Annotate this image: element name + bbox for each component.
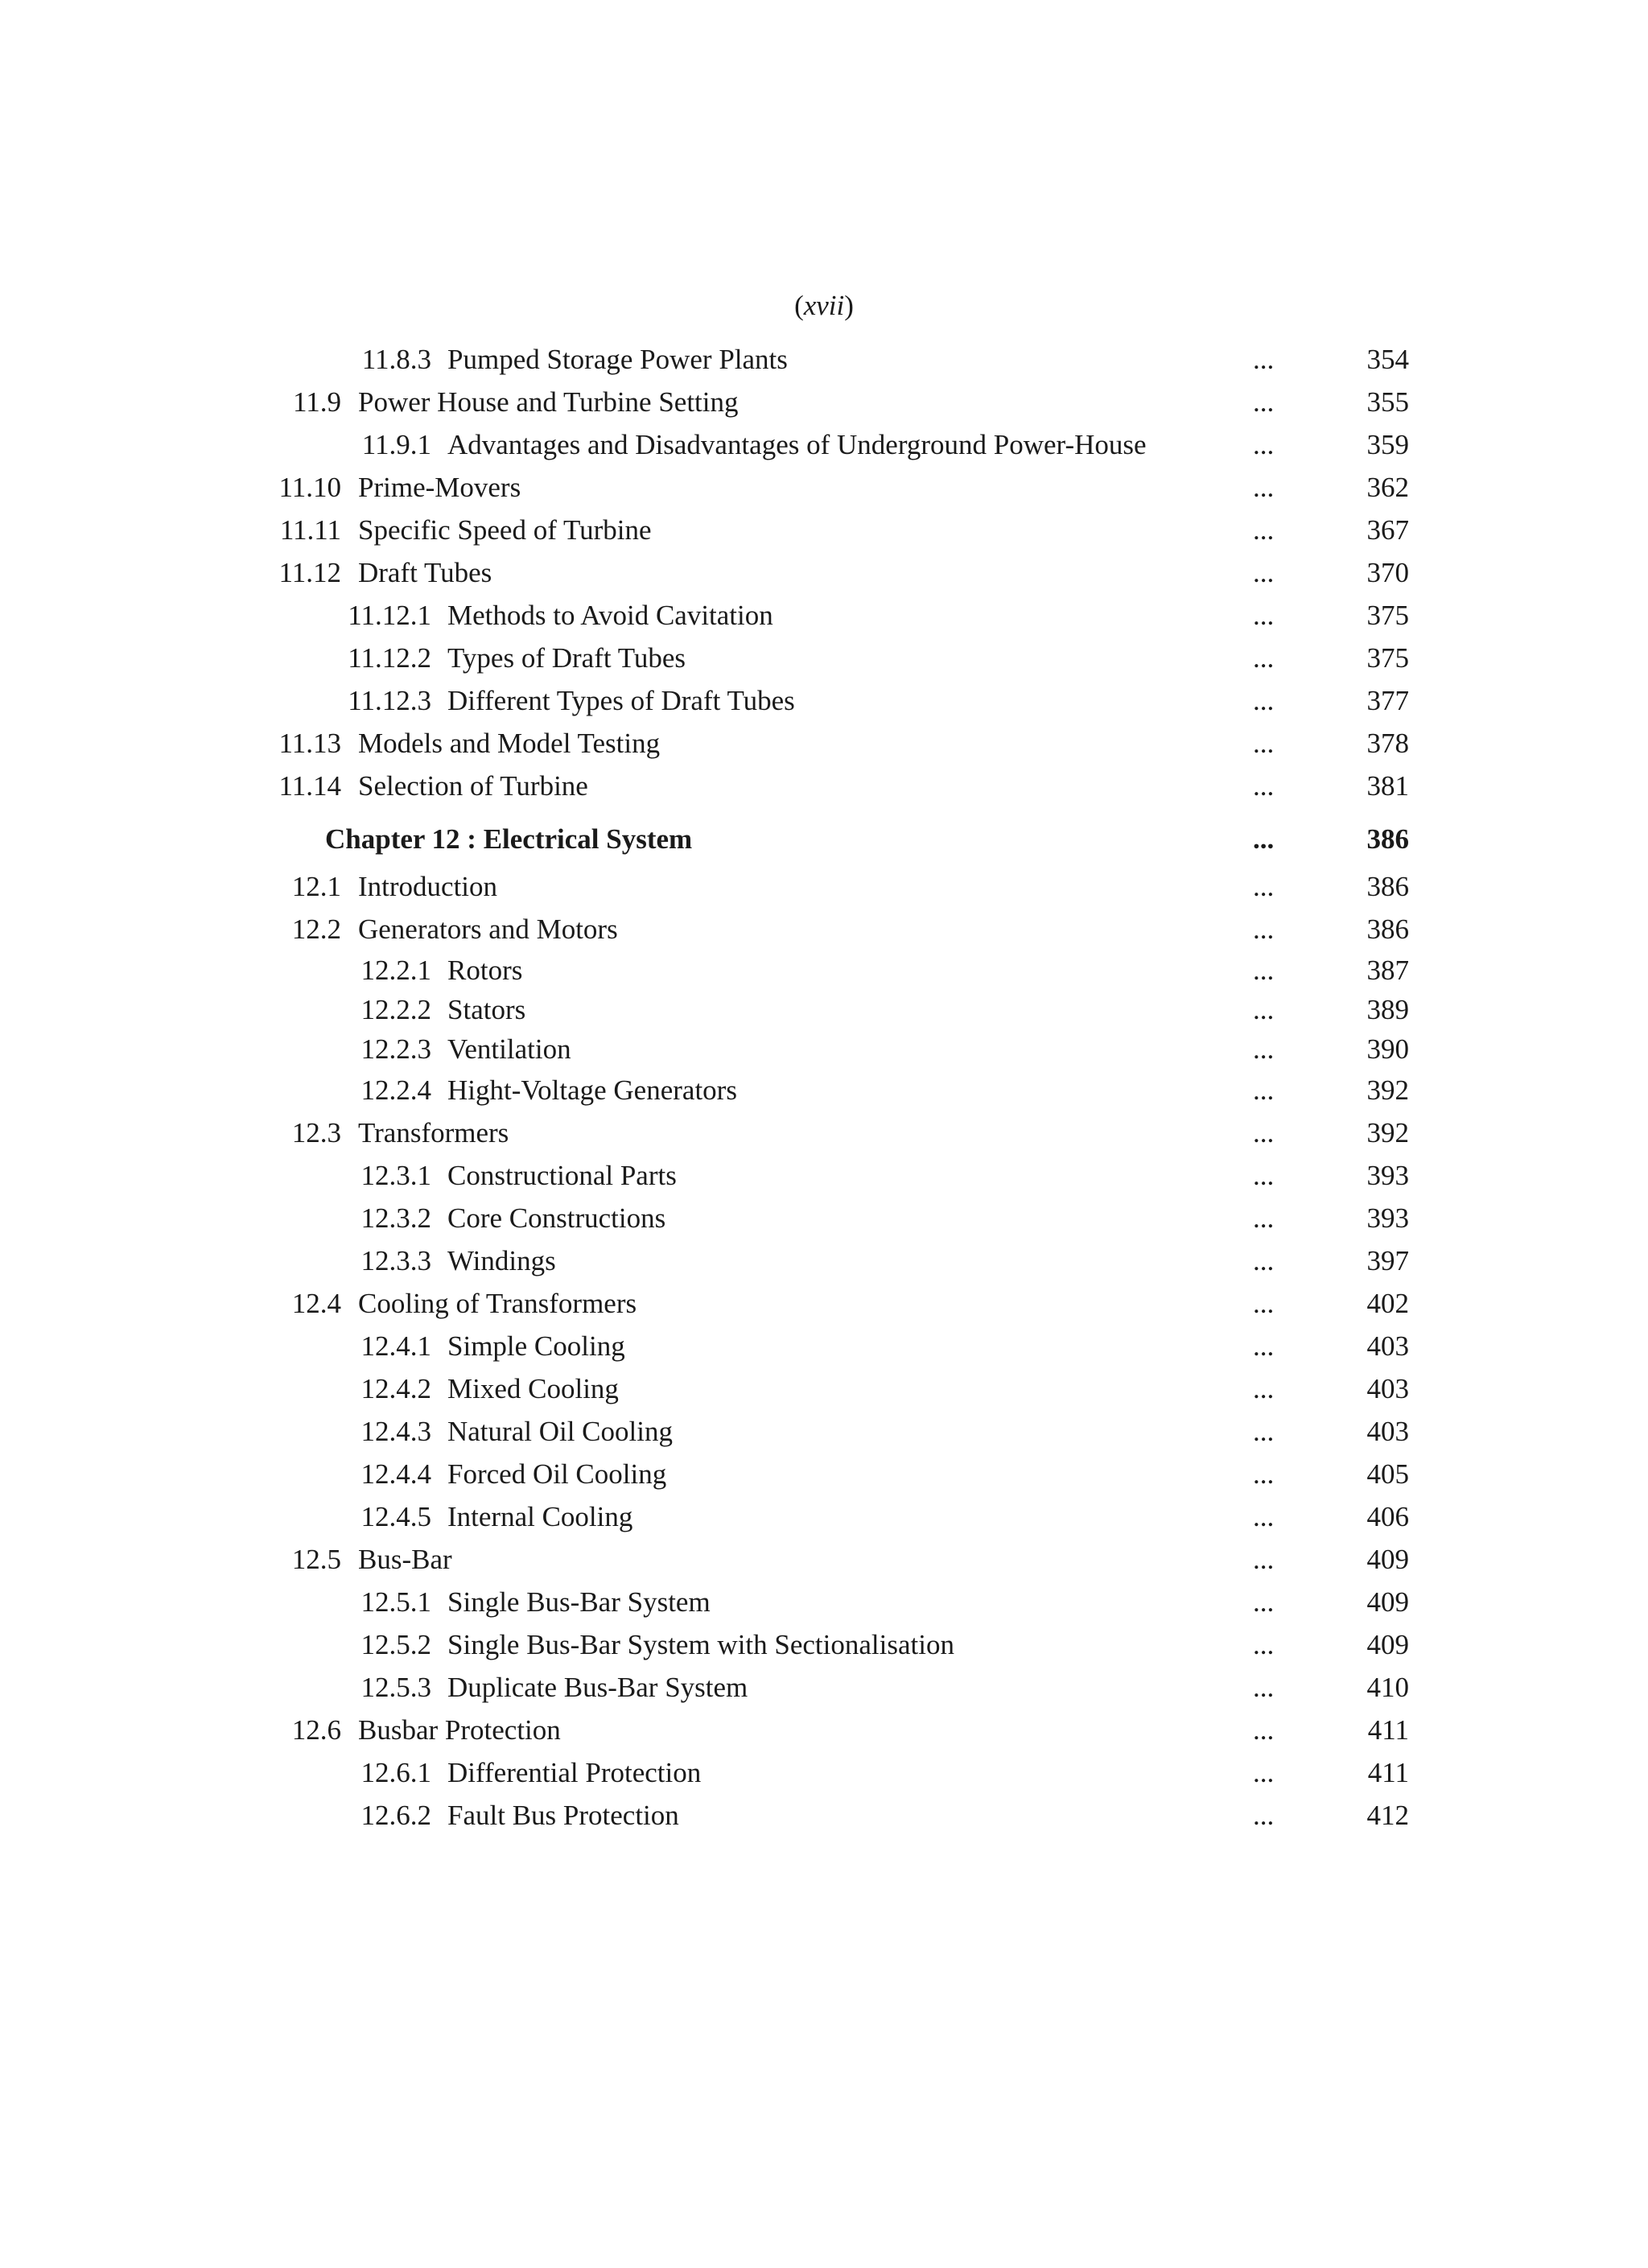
page-ref: 411 bbox=[1367, 1757, 1409, 1788]
chapter-title: Chapter 12 : Electrical System bbox=[325, 823, 693, 855]
section-title: Methods to Avoid Cavitation bbox=[447, 600, 773, 631]
page-number-value: xvii bbox=[803, 290, 845, 321]
section-title: Hight-Voltage Generators bbox=[447, 1074, 737, 1106]
dot-leader: ... bbox=[1253, 642, 1275, 674]
dot-leader: ... bbox=[1253, 1458, 1275, 1490]
dot-leader: ... bbox=[1253, 1202, 1275, 1234]
section-number: 12.3 bbox=[291, 1117, 341, 1148]
page-ref: 387 bbox=[1366, 955, 1409, 986]
dot-leader: ... bbox=[1253, 1245, 1275, 1276]
toc-entry bbox=[0, 950, 1648, 990]
dot-leader: ... bbox=[1253, 1160, 1275, 1191]
page-ref: 409 bbox=[1366, 1629, 1409, 1660]
page-ref: 410 bbox=[1366, 1672, 1409, 1703]
page-ref: 375 bbox=[1366, 642, 1409, 674]
dot-leader: ... bbox=[1253, 823, 1275, 855]
dot-leader: ... bbox=[1253, 1033, 1275, 1065]
section-number: 12.5 bbox=[291, 1544, 341, 1575]
page-ref: 367 bbox=[1366, 514, 1409, 546]
section-number: 12.6.1 bbox=[360, 1757, 431, 1788]
section-title: Models and Model Testing bbox=[358, 728, 661, 759]
page-ref: 390 bbox=[1366, 1033, 1409, 1065]
toc-entry bbox=[0, 908, 1648, 950]
page-number bbox=[0, 287, 1648, 325]
toc-entry bbox=[0, 1282, 1648, 1325]
section-number: 11.9 bbox=[293, 386, 341, 418]
toc-entry bbox=[0, 990, 1648, 1029]
toc-entry bbox=[0, 1453, 1648, 1495]
section-number: 12.1 bbox=[291, 871, 341, 902]
section-title: Single Bus-Bar System with Sectionalisation bbox=[447, 1629, 954, 1660]
toc-entry bbox=[0, 1154, 1648, 1197]
section-title: Differential Protection bbox=[447, 1757, 702, 1788]
page-ref: 354 bbox=[1366, 344, 1409, 375]
dot-leader: ... bbox=[1253, 1629, 1275, 1660]
section-title: Different Types of Draft Tubes bbox=[447, 685, 795, 716]
section-title: Prime-Movers bbox=[358, 472, 521, 503]
page-ref: 409 bbox=[1366, 1586, 1409, 1618]
section-number: 12.5.3 bbox=[360, 1672, 431, 1703]
dot-leader: ... bbox=[1253, 514, 1275, 546]
dot-leader: ... bbox=[1253, 1416, 1275, 1447]
section-title: Transformers bbox=[358, 1117, 509, 1148]
page-ref: 362 bbox=[1366, 472, 1409, 503]
section-number: 12.4.5 bbox=[360, 1501, 431, 1532]
dot-leader: ... bbox=[1253, 344, 1275, 375]
page-ref: 403 bbox=[1366, 1416, 1409, 1447]
section-number: 12.4.4 bbox=[360, 1458, 431, 1490]
section-title: Simple Cooling bbox=[447, 1330, 625, 1362]
section-number: 12.3.2 bbox=[360, 1202, 431, 1234]
page-ref: 411 bbox=[1367, 1714, 1409, 1746]
section-number: 12.2.4 bbox=[360, 1074, 431, 1106]
page-ref: 386 bbox=[1366, 871, 1409, 902]
dot-leader: ... bbox=[1253, 685, 1275, 716]
section-title: Rotors bbox=[447, 955, 523, 986]
dot-leader: ... bbox=[1253, 728, 1275, 759]
page-ref: 377 bbox=[1366, 685, 1409, 716]
section-number: 11.14 bbox=[278, 770, 341, 802]
toc-entry bbox=[0, 1538, 1648, 1581]
page-ref: 402 bbox=[1366, 1288, 1409, 1319]
section-title: Stators bbox=[447, 994, 526, 1025]
section-number: 12.2.1 bbox=[360, 955, 431, 986]
section-title: Pumped Storage Power Plants bbox=[447, 344, 788, 375]
section-number: 11.12.1 bbox=[348, 600, 431, 631]
page-ref: 403 bbox=[1366, 1330, 1409, 1362]
dot-leader: ... bbox=[1253, 1288, 1275, 1319]
page-ref: 392 bbox=[1366, 1074, 1409, 1106]
section-title: Constructional Parts bbox=[447, 1160, 677, 1191]
section-number: 11.12 bbox=[278, 557, 341, 588]
dot-leader: ... bbox=[1253, 770, 1275, 802]
section-title: Forced Oil Cooling bbox=[447, 1458, 667, 1490]
section-title: Fault Bus Protection bbox=[447, 1800, 679, 1831]
section-number: 12.2.3 bbox=[360, 1033, 431, 1065]
table-of-contents bbox=[0, 338, 1648, 1837]
dot-leader: ... bbox=[1253, 994, 1275, 1025]
dot-leader: ... bbox=[1253, 913, 1275, 945]
dot-leader: ... bbox=[1253, 557, 1275, 588]
section-title: Ventilation bbox=[447, 1033, 571, 1065]
toc-entry bbox=[0, 865, 1648, 908]
section-title: Core Constructions bbox=[447, 1202, 666, 1234]
page-ref: 392 bbox=[1366, 1117, 1409, 1148]
page-ref: 386 bbox=[1366, 913, 1409, 945]
section-title: Advantages and Disadvantages of Underground Power-House bbox=[447, 429, 1147, 460]
dot-leader: ... bbox=[1253, 1373, 1275, 1404]
toc-entry bbox=[0, 594, 1648, 637]
toc-entry bbox=[0, 551, 1648, 594]
dot-leader: ... bbox=[1253, 1117, 1275, 1148]
page-number-open: ( bbox=[794, 290, 804, 321]
section-title: Generators and Motors bbox=[358, 913, 618, 945]
section-number: 11.11 bbox=[279, 514, 341, 546]
section-number: 11.12.3 bbox=[348, 685, 431, 716]
toc-entry bbox=[0, 1623, 1648, 1666]
page-ref: 370 bbox=[1366, 557, 1409, 588]
section-number: 11.10 bbox=[278, 472, 341, 503]
section-number: 12.6 bbox=[291, 1714, 341, 1746]
page-ref: 381 bbox=[1366, 770, 1409, 802]
section-title: Internal Cooling bbox=[447, 1501, 633, 1532]
section-number: 11.12.2 bbox=[348, 642, 431, 674]
section-number: 12.6.2 bbox=[360, 1800, 431, 1831]
toc-entry bbox=[0, 509, 1648, 551]
page-ref: 393 bbox=[1366, 1160, 1409, 1191]
page-ref: 406 bbox=[1366, 1501, 1409, 1532]
section-title: Natural Oil Cooling bbox=[447, 1416, 673, 1447]
section-number: 11.13 bbox=[278, 728, 341, 759]
page-ref: 378 bbox=[1366, 728, 1409, 759]
dot-leader: ... bbox=[1253, 1757, 1275, 1788]
dot-leader: ... bbox=[1253, 1330, 1275, 1362]
section-title: Busbar Protection bbox=[358, 1714, 561, 1746]
toc-entry bbox=[0, 1666, 1648, 1709]
toc-entry bbox=[0, 381, 1648, 423]
dot-leader: ... bbox=[1253, 472, 1275, 503]
section-title: Introduction bbox=[358, 871, 498, 902]
page-ref: 355 bbox=[1366, 386, 1409, 418]
page-ref: 409 bbox=[1366, 1544, 1409, 1575]
toc-entry bbox=[0, 1751, 1648, 1794]
toc-entry bbox=[0, 1029, 1648, 1069]
dot-leader: ... bbox=[1253, 955, 1275, 986]
page-ref: 386 bbox=[1366, 823, 1409, 855]
section-number: 12.3.3 bbox=[360, 1245, 431, 1276]
section-title: Mixed Cooling bbox=[447, 1373, 619, 1404]
toc-entry bbox=[0, 423, 1648, 466]
section-title: Draft Tubes bbox=[358, 557, 492, 588]
section-number: 12.2.2 bbox=[360, 994, 431, 1025]
dot-leader: ... bbox=[1253, 386, 1275, 418]
section-number: 12.2 bbox=[291, 913, 341, 945]
section-number: 12.4.2 bbox=[360, 1373, 431, 1404]
dot-leader: ... bbox=[1253, 1544, 1275, 1575]
toc-entry bbox=[0, 722, 1648, 765]
section-number: 12.5.2 bbox=[360, 1629, 431, 1660]
section-number: 12.4 bbox=[291, 1288, 341, 1319]
toc-entry bbox=[0, 1239, 1648, 1282]
dot-leader: ... bbox=[1253, 1074, 1275, 1106]
dot-leader: ... bbox=[1253, 1672, 1275, 1703]
section-title: Cooling of Transformers bbox=[358, 1288, 637, 1319]
page-ref: 397 bbox=[1366, 1245, 1409, 1276]
page-ref: 412 bbox=[1366, 1800, 1409, 1831]
section-title: Selection of Turbine bbox=[358, 770, 588, 802]
section-title: Types of Draft Tubes bbox=[447, 642, 686, 674]
dot-leader: ... bbox=[1253, 429, 1275, 460]
page-ref: 405 bbox=[1366, 1458, 1409, 1490]
section-number: 12.4.3 bbox=[360, 1416, 431, 1447]
toc-entry bbox=[0, 1794, 1648, 1837]
toc-entry bbox=[0, 1495, 1648, 1538]
toc-entry bbox=[0, 1410, 1648, 1453]
section-title: Windings bbox=[447, 1245, 556, 1276]
page-number-close: ) bbox=[844, 290, 854, 321]
section-number: 12.4.1 bbox=[360, 1330, 431, 1362]
page-ref: 403 bbox=[1366, 1373, 1409, 1404]
section-title: Duplicate Bus-Bar System bbox=[447, 1672, 748, 1703]
toc-entry bbox=[0, 1197, 1648, 1239]
page-ref: 393 bbox=[1366, 1202, 1409, 1234]
toc-entry bbox=[0, 1111, 1648, 1154]
toc-entry bbox=[0, 679, 1648, 722]
section-title: Specific Speed of Turbine bbox=[358, 514, 652, 546]
section-title: Bus-Bar bbox=[358, 1544, 452, 1575]
page-ref: 389 bbox=[1366, 994, 1409, 1025]
toc-entry bbox=[0, 637, 1648, 679]
section-number: 11.8.3 bbox=[361, 344, 431, 375]
toc-entry bbox=[0, 1709, 1648, 1751]
section-number: 12.3.1 bbox=[360, 1160, 431, 1191]
toc-entry bbox=[0, 466, 1648, 509]
section-number: 11.9.1 bbox=[361, 429, 431, 460]
chapter-heading bbox=[0, 814, 1648, 865]
toc-entry bbox=[0, 338, 1648, 381]
toc-entry bbox=[0, 1069, 1648, 1111]
page-ref: 359 bbox=[1366, 429, 1409, 460]
section-number: 12.5.1 bbox=[360, 1586, 431, 1618]
section-title: Single Bus-Bar System bbox=[447, 1586, 711, 1618]
section-title: Power House and Turbine Setting bbox=[358, 386, 739, 418]
dot-leader: ... bbox=[1253, 1586, 1275, 1618]
toc-entry bbox=[0, 1325, 1648, 1367]
dot-leader: ... bbox=[1253, 1501, 1275, 1532]
toc-entry bbox=[0, 1581, 1648, 1623]
page-ref: 375 bbox=[1366, 600, 1409, 631]
dot-leader: ... bbox=[1253, 1714, 1275, 1746]
toc-entry bbox=[0, 765, 1648, 807]
dot-leader: ... bbox=[1253, 871, 1275, 902]
toc-entry bbox=[0, 1367, 1648, 1410]
dot-leader: ... bbox=[1253, 600, 1275, 631]
dot-leader: ... bbox=[1253, 1800, 1275, 1831]
